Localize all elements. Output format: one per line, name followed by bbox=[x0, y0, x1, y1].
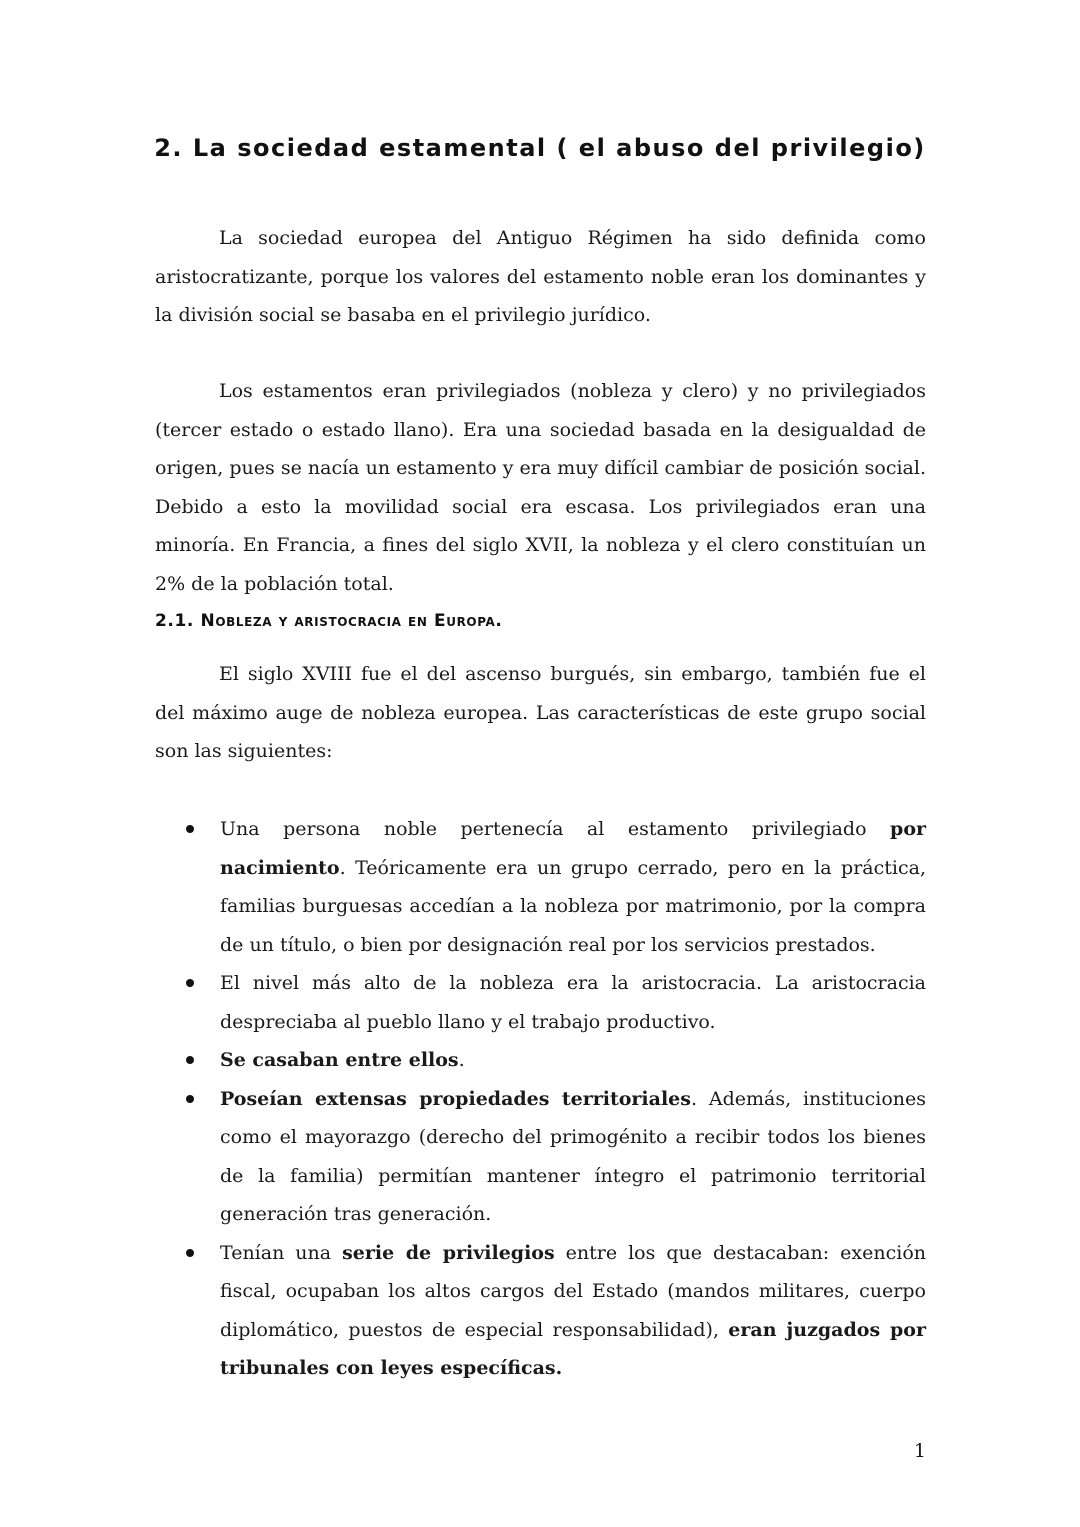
bullet-bold-text: Se casaban entre ellos bbox=[220, 1049, 459, 1071]
bullet-bold-text: por nacimiento bbox=[220, 818, 926, 879]
bullet-icon bbox=[186, 1056, 194, 1064]
paragraph-intro: La sociedad europea del Antiguo Régimen ha sido definida como aristocratizante, porque los valores del estamento noble eran los dominantes y la división social se basaba en el privilegio jurídico. bbox=[155, 227, 926, 326]
subsection-title: 2.1. Nobleza y aristocracia en Europa. bbox=[155, 611, 503, 631]
bullet-icon bbox=[186, 1249, 194, 1257]
bullet-text: . Además, instituciones como el mayorazgo (derecho del primogénito a recibir todos los bienes de la familia) permitían mantener íntegro el patrimonio territorial generación tras generación. bbox=[220, 1087, 926, 1225]
bullet-text: . Teóricamente era un grupo cerrado, pero en la práctica, familias burguesas accedían a la nobleza por matrimonio, por la compra de un título, o bien por designación real por los servicios prestados. bbox=[220, 856, 926, 956]
list-item bbox=[220, 810, 926, 964]
characteristics-list bbox=[220, 810, 926, 1388]
bullet-bold-text: eran juzgados por tribunales con leyes específicas. bbox=[220, 1318, 926, 1379]
page-number: 1 bbox=[913, 1440, 926, 1462]
list-item bbox=[220, 1041, 926, 1080]
list-item bbox=[220, 1080, 926, 1234]
section-title: 2. La sociedad estamental ( el abuso del privilegio) bbox=[154, 134, 926, 162]
list-item bbox=[220, 964, 926, 1041]
bullet-bold-text: serie de privilegios bbox=[342, 1241, 555, 1264]
bullet-icon bbox=[186, 1095, 194, 1103]
bullet-icon bbox=[186, 825, 194, 833]
bullet-text: Una persona noble pertenecía al estamento privilegiado bbox=[220, 818, 891, 840]
paragraph-nobleza: El siglo XVIII fue el del ascenso burgués, sin embargo, también fue el del máximo auge de nobleza europea. Las características de este grupo social son las siguientes: bbox=[155, 663, 926, 762]
bullet-text: Tenían una bbox=[220, 1241, 343, 1264]
bullet-icon bbox=[186, 979, 194, 987]
bullet-text: entre los que destacaban: exención fiscal, ocupaban los altos cargos del Estado (mandos militares, cuerpo diplomático, puestos de especial responsabilidad), bbox=[220, 1241, 927, 1341]
bullet-bold-text: Poseían extensas propiedades territoriales bbox=[220, 1087, 691, 1110]
paragraph-estamentos: Los estamentos eran privilegiados (nobleza y clero) y no privilegiados (tercer estado o estado llano). Era una sociedad basada en la desigualdad de origen, pues se nacía un estamento y era muy difícil cambiar de posición social. Debido a esto la movilidad social era escasa. Los privilegiados eran una minoría. En Francia, a fines del siglo XVII, la nobleza y el clero constituían un 2% de la población total. bbox=[155, 380, 926, 595]
bullet-text: . bbox=[458, 1049, 465, 1071]
bullet-text: El nivel más alto de la nobleza era la aristocracia. La aristocracia despreciaba al pueblo llano y el trabajo productivo. bbox=[220, 972, 926, 1033]
list-item bbox=[220, 1234, 926, 1388]
